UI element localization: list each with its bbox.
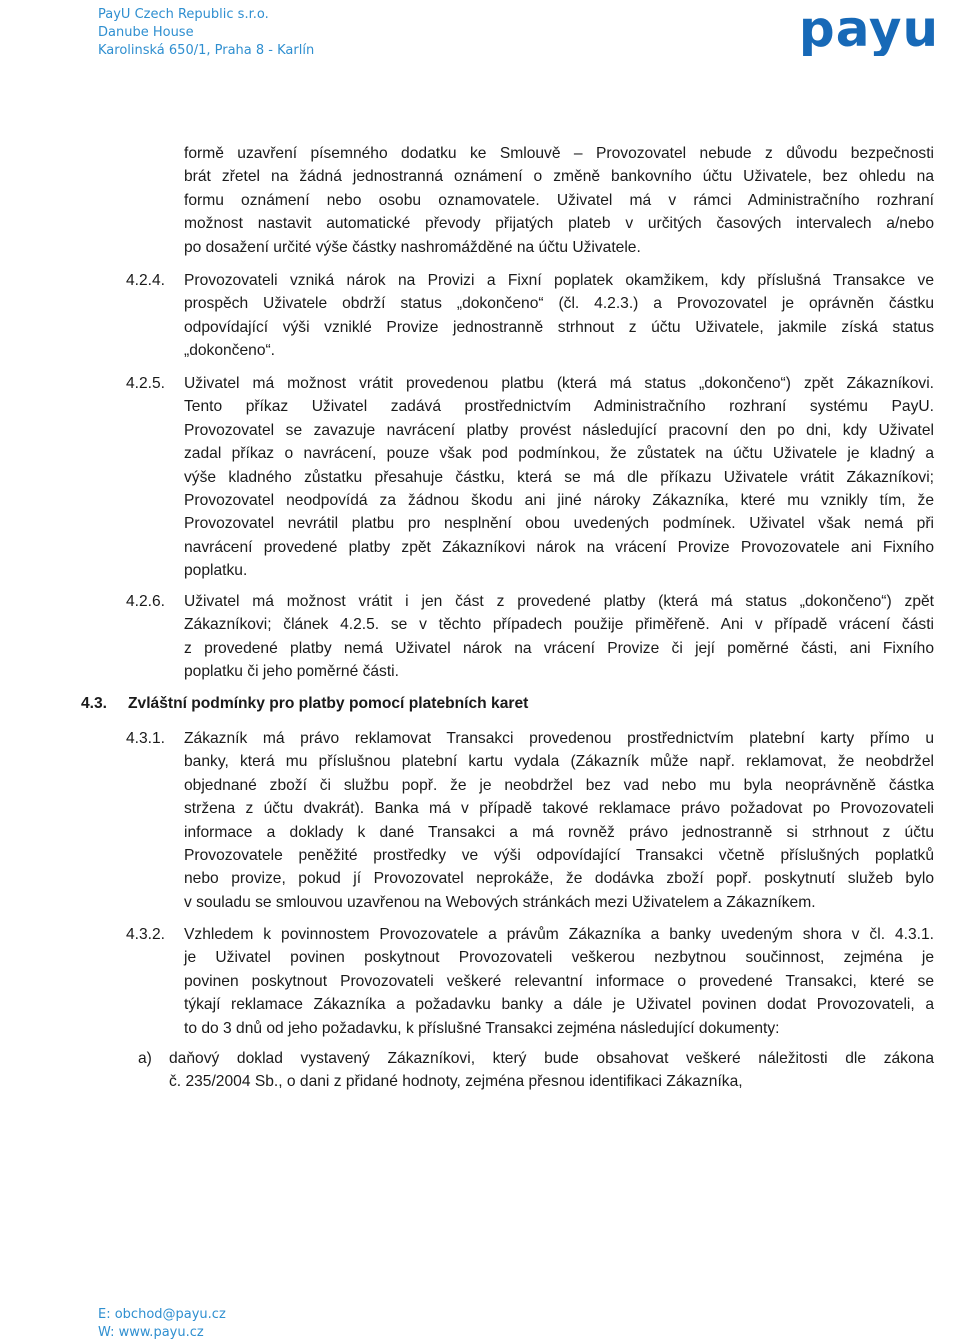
clause-number: 4.3.2. (126, 926, 166, 943)
text-line: v souladu se smlouvou uzavřenou na Webových stránkách mezi Uživatelem a Zákazníkem. (184, 893, 816, 911)
text-line: odpovídající výši vzniklé Provize jednostranně strhnout z účtu Uživatele, jakmile získá status (184, 318, 934, 336)
text-line: stržena z účtu dvakrát). Banka má v případě takové reklamace právo požadovat po Provozovateli (184, 800, 934, 818)
text-line: daňový doklad vystavený Zákazníkovi, který bude obsahovat veškeré náležitosti dle zákona (169, 1050, 934, 1067)
footer-contact (98, 1306, 226, 1342)
section-title: Zvláštní podmínky pro platby pomocí platebních karet (128, 695, 529, 712)
section-number: 4.3. (81, 695, 108, 712)
text-line: poplatku či jeho poměrné části. (184, 663, 399, 681)
text-line: je Uživatel povinen poskytnout Provozovateli veškerou nezbytnou součinnost, zejména je (184, 949, 934, 967)
text-line: poplatku. (184, 562, 248, 580)
clause-4-3-2 (184, 923, 934, 1040)
text-line: č. 235/2004 Sb., o dani z přidané hodnoty, zejména přesnou identifikaci Zákazníka, (169, 1073, 743, 1091)
text-line: formě uzavření písemného dodatku ke Smlouvě – Provozovatel nebude z důvodu bezpečnosti (184, 145, 934, 162)
list-marker: a) (138, 1050, 152, 1067)
text-line: „dokončeno“. (184, 342, 276, 360)
text-line: týkají reklamace Zákazníka a požadavku banky a dále je Uživatel povinen dodat Provozovateli, a (184, 996, 934, 1014)
clause-number: 4.2.5. (126, 375, 166, 392)
text-line: povinen poskytnout Provozovateli veškeré relevantní informace o provedené Transakci, které se (184, 972, 934, 990)
clause-4-2-4 (184, 269, 934, 363)
intro-paragraph (184, 142, 934, 259)
text-line: Provozovatele peněžité prostředky ve výši odpovídající Transakci včetně příslušných poplatků (184, 847, 934, 865)
text-line: Provozovateli vzniká nárok na Provizi a Fixní poplatek okamžikem, kdy příslušná Transakce ve (184, 272, 934, 289)
text-line: výše kladného zůstatku přesahuje částku, která se má dle příkazu Uživatele vrátit Zákazníkovi; (184, 468, 934, 486)
list-item-a (169, 1047, 934, 1094)
text-line: Tento příkaz Uživatel zadává prostřednictvím Administračního rozhraní systému PayU. (184, 398, 934, 416)
company-name: PayU Czech Republic s.r.o. (98, 7, 269, 22)
text-line: zadal příkaz o navrácení, pouze však pod podmínkou, že zůstatek na účtu Uživatele je kladný a (184, 445, 934, 463)
text-line: Zákazníkovi; článek 4.2.5. se v těchto případech použije přiměřeně. Ani v případě vrácení části (184, 616, 934, 634)
company-address-block (98, 6, 314, 60)
clause-number: 4.2.4. (126, 272, 166, 289)
payu-logo-text: payu (798, 2, 940, 56)
text-line: Uživatel má možnost vrátit i jen část z provedené platby (která má status „dokončeno“) zpět (184, 593, 934, 610)
text-line: formu oznámení nebo osobu oznamovatele. Uživatel má v rámci Administračního rozhraní (184, 191, 934, 209)
text-line: navrácení provedené platby zpět Zákazníkovi nárok na vrácení Provize Provozovatele ani Fixního (184, 538, 934, 556)
text-line: to do 3 dnů od jeho požadavku, k příslušné Transakci zejména následující dokumenty: (184, 1019, 780, 1037)
text-line: Zákazník má právo reklamovat Transakci provedenou prostřednictvím platební karty přímo u (184, 730, 934, 747)
building-name: Danube House (98, 25, 194, 40)
clause-4-2-6 (184, 590, 934, 684)
text-line: z provedené platby nemá Uživatel nárok na vrácení Provize či její poměrné části, ani Fixního (184, 639, 934, 657)
clause-number: 4.2.6. (126, 593, 166, 610)
text-line: Vzhledem k povinnostem Provozovatele a právům Zákazníka a banky uvedeným shora v čl. 4.3.1. (184, 926, 934, 943)
clause-4-2-5 (184, 372, 934, 583)
text-line: banky, která mu příslušnou platební kartu vydala (Zákazník může např. reklamovat, že neobdržel (184, 753, 934, 771)
text-line: možnost nastavit automatické převody přijatých plateb v určitých časových intervalech a/nebo (184, 215, 934, 233)
text-line: objednané zboží či službu popř. že je neobdržel bez vad nebo mu byla neoprávněně částka (184, 776, 934, 794)
text-line: Provozovatel neodpovídá za žádnou škodu ani jiné nároky Zákazníka, které mu vznikly tím, že (184, 492, 934, 510)
clause-4-3-1 (184, 727, 934, 914)
text-line: Provozovatel se zavazuje navrácení platby provést následující pracovní den po dni, kdy Uživatel (184, 421, 934, 439)
clause-number: 4.3.1. (126, 730, 166, 747)
text-line: Uživatel má možnost vrátit provedenou platbu (která má status „dokončeno“) zpět Zákazníkovi. (184, 375, 934, 392)
text-line: brát zřetel na žádná jednostranná oznámení o změně bankovního účtu Uživatele, bez ohledu na (184, 168, 934, 186)
payu-logo (780, 2, 958, 56)
footer-web: W: www.payu.cz (98, 1325, 204, 1340)
text-line: prospěch Uživatele obdrží status „dokončeno“ (čl. 4.2.3.) a Provozovatel je oprávněn částku (184, 295, 934, 313)
text-line: po dosažení určité výše částky nashromážděné na účtu Uživatele. (184, 238, 641, 256)
section-heading (81, 692, 528, 715)
text-line: Provozovatel nevrátil platbu pro nesplnění obou uvedených podmínek. Uživatel však nemá při (184, 515, 934, 533)
text-line: nebo provize, pokud jí Provozovatel neprokáže, že dodávka zboží popř. poskytnutí služeb bylo (184, 870, 934, 888)
footer-email: E: obchod@payu.cz (98, 1307, 226, 1322)
street-address: Karolinská 650/1, Praha 8 - Karlín (98, 43, 315, 58)
text-line: informace a doklady k dané Transakci a má rovněž právo jednostranně si strhnout z účtu (184, 823, 934, 841)
